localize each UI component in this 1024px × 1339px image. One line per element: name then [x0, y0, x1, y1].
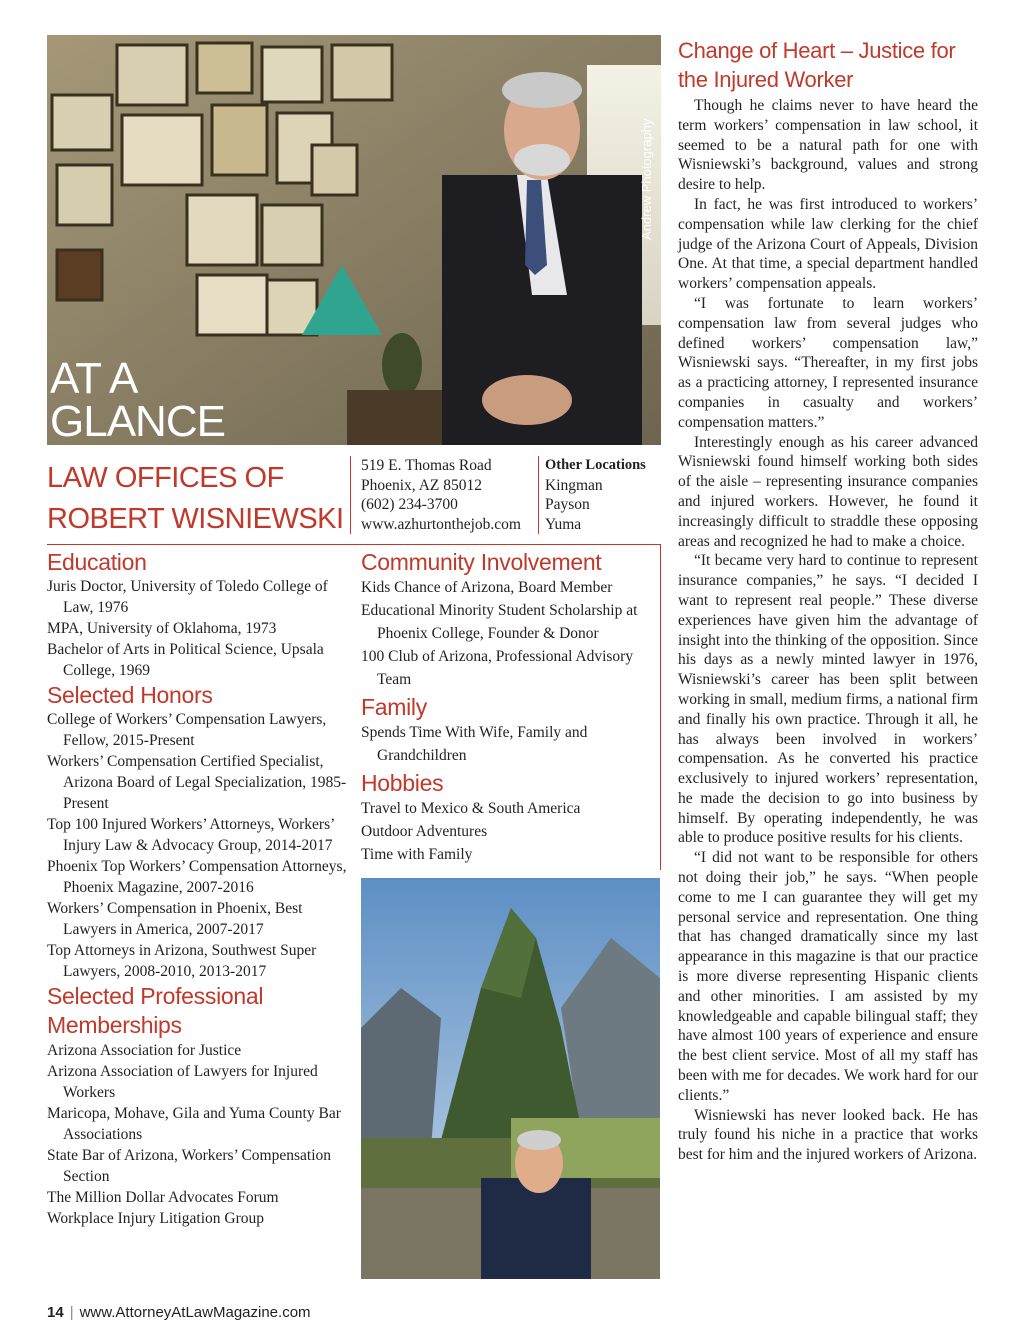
locations-heading: Other Locations [545, 457, 646, 473]
firm-name [47, 458, 347, 540]
family-heading: Family [361, 694, 427, 720]
memberships-heading: Selected Professional Memberships [47, 983, 264, 1038]
photo-credit-text: Andrew Photography [639, 118, 654, 240]
hobbies-list [361, 797, 659, 866]
photo-credit [639, 40, 657, 240]
list-item: Workplace Injury Litigation Group [47, 1210, 264, 1227]
list-item: Outdoor Adventures [361, 823, 488, 840]
attorney-office-photo [47, 35, 661, 445]
column-divider [660, 545, 661, 870]
memberships-list [47, 1040, 347, 1229]
list-item: Time with Family [361, 846, 473, 863]
firm-contact [350, 456, 546, 534]
education-list [47, 576, 347, 681]
location-item: Kingman [545, 476, 603, 494]
list-item: Juris Doctor, University of Toledo College of Law, 1976 [47, 578, 328, 616]
list-item: Top 100 Injured Workers’ Attorneys, Workers’ Injury Law & Advocacy Group, 2014-2017 [47, 816, 335, 854]
hobbies-heading: Hobbies [361, 770, 444, 796]
article-paragraph: Interestingly enough as his career advanced Wisniewski found himself working both sides of the aisle – representing insurance companies and injured workers. However, he found it increasingly difficult to straddle these opposing areas and recognized he had to make a choice. [678, 433, 978, 550]
firm-name-line2: ROBERT WISNIEWSKI [47, 503, 344, 535]
article-paragraph: “I was fortunate to learn workers’ compensation law from several judges who defined workers’ compensation law,” Wisniewski says. “Thereafter, in my first jobs as a practicing attorney, I represented insurance companies in casualty and workers’ compensation matters.” [678, 294, 978, 431]
list-item: Phoenix Top Workers’ Compensation Attorneys, Phoenix Magazine, 2007-2016 [47, 858, 347, 896]
list-item: Travel to Mexico & South America [361, 800, 581, 817]
page-footer [47, 1304, 311, 1321]
firm-address-line1: 519 E. Thomas Road [361, 457, 492, 474]
list-item: State Bar of Arizona, Workers’ Compensation Section [47, 1147, 332, 1185]
firm-website[interactable]: www.azhurtonthejob.com [361, 515, 521, 533]
article-paragraph: Though he claims never to have heard the term workers’ compensation in law school, it seemed to be a natural path for one with Wisniewski’s background, values and strong desire to help. [678, 97, 978, 194]
article-paragraph: In fact, he was first introduced to workers’ compensation while law clerking for the chief judge of the Arizona Court of Appeals, Division One. At that time, a special department handled workers’ compensation appeals. [678, 195, 978, 293]
footer-separator: | [69, 1304, 74, 1321]
list-item: Workers’ Compensation Certified Specialist, Arizona Board of Legal Specialization, 1985-Present [47, 753, 347, 812]
honors-list [47, 709, 347, 982]
article [678, 36, 978, 1165]
firm-other-locations [538, 456, 667, 534]
page-number: 14 [47, 1304, 64, 1321]
firm-address-line2: Phoenix, AZ 85012 [361, 476, 482, 494]
family-list [361, 721, 659, 767]
glance-title-line2: GLANCE [50, 397, 225, 445]
at-a-glance-title [50, 354, 225, 445]
list-item: Top Attorneys in Arizona, Southwest Super Lawyers, 2008-2010, 2013-2017 [47, 942, 317, 980]
list-item: Maricopa, Mohave, Gila and Yuma County Bar Associations [47, 1105, 341, 1143]
list-item: Spends Time With Wife, Family and Grandchildren [361, 724, 588, 764]
footer-site-link[interactable]: www.AttorneyAtLawMagazine.com [79, 1304, 311, 1321]
article-title: Change of Heart – Justice for the Injured Worker [678, 38, 956, 92]
left-column [47, 548, 347, 1229]
section-divider [47, 544, 661, 545]
article-paragraph: “It became very hard to continue to represent insurance companies,” he says. “I decided I want to represent real people.” These diverse experiences have given him the advantage of insight into the thinking of the opposition. Since his days as a newly minted lawyer in 1976, Wisniewski’s career has been split between working in small, medium firms, a national firm and finally his own practice. Through it all, he has always been involved in workers’ compensation. As he converted his practice exclusively to injured workers’ representation, he made the decision to go into business by himself. By operating independently, he was able to produce positive results for his clients. [678, 552, 978, 847]
middle-column [361, 548, 659, 866]
list-item: 100 Club of Arizona, Professional Advisory Team [361, 648, 634, 688]
list-item: Kids Chance of Arizona, Board Member [361, 579, 613, 596]
firm-name-line1: LAW OFFICES OF [47, 462, 284, 494]
article-paragraph: Wisniewski has never looked back. He has truly found his niche in a practice that works best for him and the injured workers of Arizona. [678, 1106, 978, 1164]
travel-photo [361, 878, 660, 1279]
community-heading: Community Involvement [361, 549, 602, 575]
location-item: Yuma [545, 515, 582, 533]
glance-title-line1: AT A [50, 354, 138, 403]
list-item: Workers’ Compensation in Phoenix, Best Lawyers in America, 2007-2017 [47, 900, 303, 938]
location-item: Payson [545, 496, 590, 513]
list-item: Educational Minority Student Scholarship at Phoenix College, Founder & Donor [361, 602, 638, 642]
list-item: Arizona Association of Lawyers for Injured Workers [47, 1063, 318, 1101]
mountain-illustration [361, 878, 660, 1279]
article-paragraph: “I did not want to be responsible for others not doing their job,” he says. “When people come to me I can guarantee they will get my personal service and representation. One thing that has changed dramatically since my last appearance in this magazine is that our practice is more diverse representing Hispanic clients and other minorities. I am assisted by my knowledgeable and capable bilingual staff; they have almost 100 years of experience and ensure the best client service. Most of all my staff has been with me for decades. We work hard for our clients.” [678, 849, 978, 1104]
list-item: MPA, University of Oklahoma, 1973 [47, 620, 277, 637]
list-item: College of Workers’ Compensation Lawyers, Fellow, 2015-Present [47, 711, 327, 749]
firm-phone: (602) 234-3700 [361, 496, 458, 513]
honors-heading: Selected Honors [47, 682, 213, 708]
list-item: Arizona Association for Justice [47, 1042, 242, 1059]
education-heading: Education [47, 549, 147, 575]
list-item: Bachelor of Arts in Political Science, Upsala College, 1969 [47, 641, 324, 679]
list-item: The Million Dollar Advocates Forum [47, 1189, 279, 1206]
community-list [361, 576, 659, 691]
